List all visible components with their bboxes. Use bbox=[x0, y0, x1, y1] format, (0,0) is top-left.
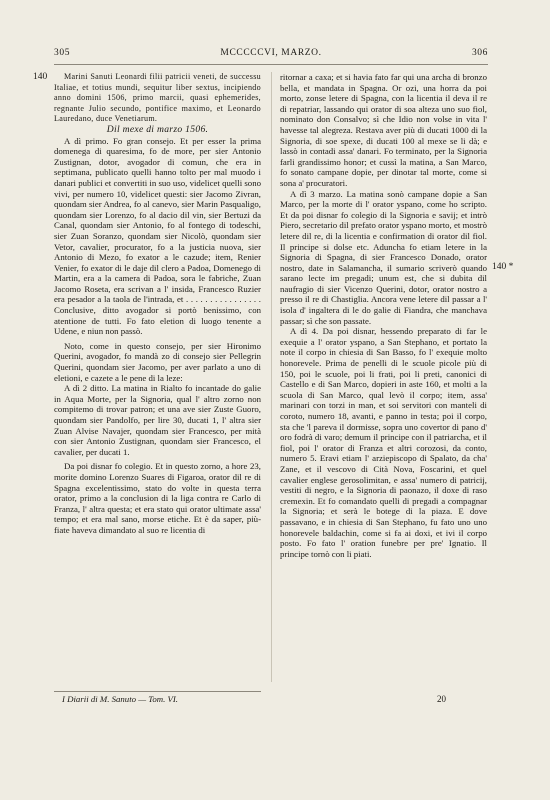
page-number-left: 305 bbox=[54, 48, 71, 58]
paragraph: A dì 3 marzo. La matina sonò campane dopie a San Marco, per la morte di l' orator yspano, come ho scripto. Et da poi disnar fo colegio di la Signoria e savij; et intrò Piero, secretario dil prefato orator yspano morto, et mostrò letere dil re, di la licentia e confirmation di orator dil fiol. Il principe si dolse etc. Aduncha fo etiam letere in la Signoria di Spagna, di sier Francesco Donado, orator nostro, date in Salamancha, il sumario scriverò quando sarano lecte im pregadi; unum est, che si dubita dil naufragio di sier Vicenzo Querini, dotor, orator nostro a presso il re di Chastiglia. Ancora vene letere dil passar a l' isola d' ingaltera di le do galie di Fiandra, che manchava passar; sì che son passate. bbox=[280, 188, 487, 326]
signature-mark: 20 bbox=[437, 694, 446, 704]
month-title: Dil mexe di marzo 1506. bbox=[106, 123, 209, 135]
page-number-right: 306 bbox=[471, 48, 488, 58]
header-rule bbox=[54, 64, 488, 65]
right-column bbox=[280, 72, 487, 559]
footer-title: I Diarii di M. Sanuto — Tom. VI. bbox=[62, 694, 178, 704]
paragraph: Da poi disnar fo colegio. Et in questo zorno, a hore 23, morite domino Lorenzo Suares di Figaroa, orator dil re di Spagna excelentissimo, stato do volte in questa terra orator, primo a la conclusion di la liga contra re Carlo di Franza, l' altra questa; et era stato qui orator ultimate assa' tempo; et era mal sano, morse etiche. Et è da saper, più-fiate haveva dimandato al suo re licentia di bbox=[54, 461, 261, 535]
paragraph: A dì 2 ditto. La matina in Rialto fo incantade do galie in Aqua Morte, per la Signoria, qual l' altro zorno non compitemo di trovar patron; et una ave sier Zuste Guoro, quondam sier Pandolfo, per lire 30, ducati 1, l' altra sier Zuan Alvise Navajer, quondam sier Francesco, per mità con sier Antonio Zustignan, quondam sier Francesco, el cavalier, per ducati 1. bbox=[54, 383, 261, 457]
left-column bbox=[54, 72, 261, 536]
paragraph: Noto, come in questo consejo, per sier Hironimo Querini, avogador, fo mandà zo di consejo sier Pellegrin Querini, quondam sier Jacomo, per aver parlato a uno di eletioni, e cazete a le pene di la leze: bbox=[54, 340, 261, 383]
footer-rule bbox=[54, 691, 261, 692]
running-header bbox=[54, 48, 488, 62]
paragraph: A dì primo. Fo gran consejo. Et per esser la prima domenega di quaresima, fo de more, per sier Antonio Zustignan, dotor, avogador di comun, che era in septimana, publicato quelli hanno tolto per mal muodo i danari publici et convertiti in suo uso, videlicet quelli sono vivi, per numero 10, videlicet questi: sier Jacomo Zivran, quondam sier Andrea, fo al canevo, sier Marin Pasqualigo, quondam sier Lorenzo, fo al dacio dil vin, sier Bertuzi da Canal, quondam sier Antonio, fo al fontego di todeschi, sier Zuan Soranzo, quondam sier Nicolò, quondam sier Vetor, cavalier, procurator, fo a la justicia nuova, sier Antonio di Mezo, fo exator a le cazude; item, Renier Venier, fo exator di le daje dil clero a Padoa, Domenego di Martin, era a la camera di Padoa, sora le fabriche, Zuan Jacomo Roseta, era scrivan a l' insida, Francesco Ruzier era pesador a la taola de l'intrada, et . . . . . . . . . . . . . . . . Conclusive, ditto avogador si portò benissimo, con atentione de tutti. Fo fato eletion di luogo tenente a Udene, e niun non passò. bbox=[54, 135, 261, 337]
margin-note-left: 140 bbox=[33, 72, 48, 82]
book-heading: Marini Sanuti Leonardi filii patricii veneti, de successu Italiae, et totius mundi, sequitur liber sextus, incipiendo anno domini 1506, primo marcii, quasi ephemerides, regnante Julio secundo, pontifice maximo, et Leonardo Lauredano, duce Venetiarum. bbox=[54, 72, 261, 124]
running-title: MCCCCCVI, MARZO. bbox=[220, 48, 322, 58]
paragraph: A dì 4. Da poi disnar, hessendo preparato di far le exequie a l' orator yspano, a San Stephano, et portato la note il corpo in chiesia di San Basso, fo l' exequie molto honorevele. Prima de penelli di le scuole picole più di 150, poi le scuole, poi li frati, poi li preti, canonici di Castello e di San Marco, dopieri in aste 160, et molti a la scuola di San Marco, qual levò il corpo; item, assa' marinari con torzi in man, et soi servitori con manteli di coroto, numero 18, avanti, e panno in testa; poi il corpo, sta che 'l pareva il dormisse, sopra uno covertor di pano d' oro fodrà di varo; demum il principe con il patriarcha, et il fiol, poi l' orator di Franza et altri corozosi, da conto, numero 5. Eravi etiam l' arziepiscopo di Spalato, da cha' Zane, et il vescovo di Cità Nova, Foscarini, et quel cavalier englese gerosolimitan, e assa' numero di patricij, vestiti di negro, e la Signoria di paonazo, il doxe di raso cremexin. Et fo comandato quelli di pregadi a compagnar la Signoria; et serà le botege di la piaza. E dove passavano, e in chiesia di San Stephano, fu fato uno uno honorevele baldachin, come si fa ai doxi, et ivi il corpo posto. Fo fato l' oration funebre per pre' Ignatio. Il principe tornò con li piati. bbox=[280, 326, 487, 559]
margin-note-right: 140 * bbox=[492, 262, 514, 272]
paragraph: ritornar a caxa; et si havia fato far qui una archa di bronzo bella, et mandata in Spagna. Or ozi, una horra da poi morto, zonse letere di Spagna, con la licentia il deva il re di repatriar, lassando qui orator di soa alteza uno suo fiol, nominato don Consalvo; sì che Idio non volse in vita l' havesse tal alegreza. Restava aver più di ducati 1000 di la Signoria, di soe spexe, di ducati 100 al mexe se li dà; e lassò in contadi assa' danari. Fo terminato, per la Signoria farli grandissimo honor; et cussì la matina, a San Marco, fo sonato campane dopie, per dinotar tal morte, come si sona a' procuratori. bbox=[280, 72, 487, 188]
column-separator bbox=[271, 72, 272, 682]
